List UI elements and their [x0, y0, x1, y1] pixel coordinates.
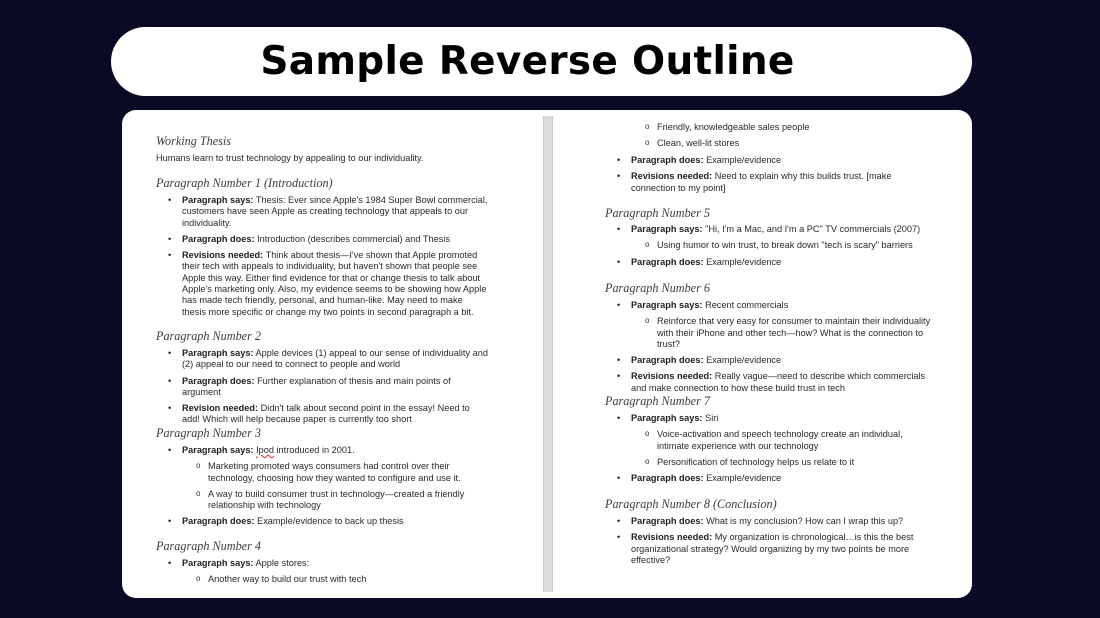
- list-item: • Paragraph does: Example/evidence to back up thesis: [156, 516, 488, 527]
- list-item: • Paragraph does: What is my conclusion? How can I wrap this up?: [605, 516, 937, 527]
- paragraph-6-sublist: [631, 316, 937, 350]
- paragraph-6-heading: Paragraph Number 6: [605, 281, 710, 295]
- list-item: • Paragraph says: Thesis: Ever since Apple's 1984 Super Bowl commercial, customers have seen Apple as creating technology that appeals to our individuality.: [156, 195, 488, 229]
- list-item: • Paragraph does: Example/evidence: [605, 257, 937, 268]
- paragraph-4-list: [156, 558, 488, 591]
- sub-list-item: o Clean, well-lit stores: [605, 138, 937, 149]
- paragraph-2-heading: Paragraph Number 2: [156, 329, 261, 343]
- list-item: • Paragraph does: Example/evidence: [605, 155, 937, 166]
- paragraph-5-sublist: [631, 240, 937, 251]
- paragraph-4-sublist: [182, 574, 488, 585]
- paragraph-8-list: [605, 516, 937, 571]
- paragraph-5-heading: Paragraph Number 5: [605, 206, 710, 220]
- paragraph-1-list: [156, 195, 488, 323]
- paragraph-7-heading: Paragraph Number 7: [605, 394, 710, 408]
- sub-list-item: o Marketing promoted ways consumers had control over their technology, choosing how they wanted to configure and use it.: [182, 461, 488, 484]
- list-item: • Paragraph says: "Hi, I'm a Mac, and I'm a PC" TV commercials (2007) o Using humor to win trust, to break down "tech is scary" barriers: [605, 224, 937, 252]
- right-column: [605, 110, 937, 598]
- paragraph-3-heading: Paragraph Number 3: [156, 426, 261, 440]
- list-item: • Revisions needed: Need to explain why this builds trust. [make connection to my point]: [605, 171, 937, 194]
- list-item: • Revisions needed: My organization is chronological…is this the best organizational strategy? Would organizing by my two points be more effective?: [605, 532, 937, 566]
- working-thesis-heading: Working Thesis: [156, 134, 232, 148]
- paragraph-5-list: [605, 224, 937, 273]
- sub-list-item: o Another way to build our trust with tech: [182, 574, 488, 585]
- working-thesis-text: Humans learn to trust technology by appealing to our individuality.: [156, 153, 424, 163]
- list-item: • Paragraph says: Apple devices (1) appeal to our sense of individuality and (2) appeal to our need to connect to people and world: [156, 348, 488, 371]
- paragraph-7-sublist: [631, 429, 937, 468]
- list-item: • Paragraph says: Siri o Voice-activation and speech technology create an individual, intimate experience with our technology o Personification of technology helps us relate to it: [605, 413, 937, 468]
- list-item: • Paragraph says: Apple stores: o Another way to build our trust with tech: [156, 558, 488, 586]
- sub-list-item: o A way to build consumer trust in technology—created a friendly relationship with technology: [182, 489, 488, 512]
- paragraph-7-list: [605, 413, 937, 489]
- slide-title: Sample Reverse Outline: [260, 39, 795, 84]
- paragraph-4-continued-list: [605, 155, 937, 199]
- paragraph-8-heading: Paragraph Number 8 (Conclusion): [605, 497, 777, 511]
- paragraph-4-heading: Paragraph Number 4: [156, 539, 261, 553]
- list-item: • Revision needed: Didn't talk about second point in the essay! Need to add! Which will help because paper is currently too short: [156, 403, 488, 426]
- list-item: • Paragraph does: Example/evidence: [605, 355, 937, 366]
- paragraph-3-sublist: [182, 461, 488, 511]
- list-item: • Paragraph does: Example/evidence: [605, 473, 937, 484]
- paragraph-3-list: [156, 445, 488, 533]
- sub-list-item: o Personification of technology helps us relate to it: [631, 457, 937, 468]
- list-item: • Paragraph says: Recent commercials o Reinforce that very easy for consumer to maintain their individuality with their iPhone and other tech—how? What is the connection to trust?: [605, 300, 937, 350]
- paragraph-2-list: [156, 348, 488, 431]
- sub-list-item: o Using humor to win trust, to break down "tech is scary" barriers: [631, 240, 937, 251]
- sub-list-item: o Reinforce that very easy for consumer to maintain their individuality with their iPhone and other tech—how? What is the connection to trust?: [631, 316, 937, 350]
- list-item: • Paragraph says: Ipod introduced in 2001. o Marketing promoted ways consumers had control over their technology, choosing how they wanted to configure and use it. o A way to build consumer trust in technology—created a friendly relationship with technology: [156, 445, 488, 511]
- page-gutter: [543, 116, 553, 592]
- list-item: • Paragraph does: Introduction (describes commercial) and Thesis: [156, 234, 488, 245]
- left-column: [156, 110, 488, 598]
- list-item: • Revisions needed: Really vague—need to describe which commercials and make connection to how these build trust in tech: [605, 371, 937, 394]
- sub-list-item: o Voice-activation and speech technology create an individual, intimate experience with our technology: [631, 429, 937, 452]
- sub-list-item: o Friendly, knowledgeable sales people: [605, 122, 937, 133]
- paragraph-4-continued-sublist: [605, 122, 937, 155]
- list-item: • Paragraph does: Further explanation of thesis and main points of argument: [156, 376, 488, 399]
- title-banner: [111, 27, 972, 96]
- list-item: • Revisions needed: Think about thesis—I've shown that Apple promoted their tech with appeals to individuality, but haven't shown that people see Apple this way. Either find evidence for that or change thesis to talk about Apple's marketing only. Also, my evidence seems to be showing how Apple has made tech friendly, personal, and human-like. May need to make thesis more specific or change my two points in second paragraph a bit.: [156, 250, 488, 318]
- paragraph-1-heading: Paragraph Number 1 (Introduction): [156, 176, 333, 190]
- paragraph-6-list: [605, 300, 937, 399]
- document-page: [122, 110, 972, 598]
